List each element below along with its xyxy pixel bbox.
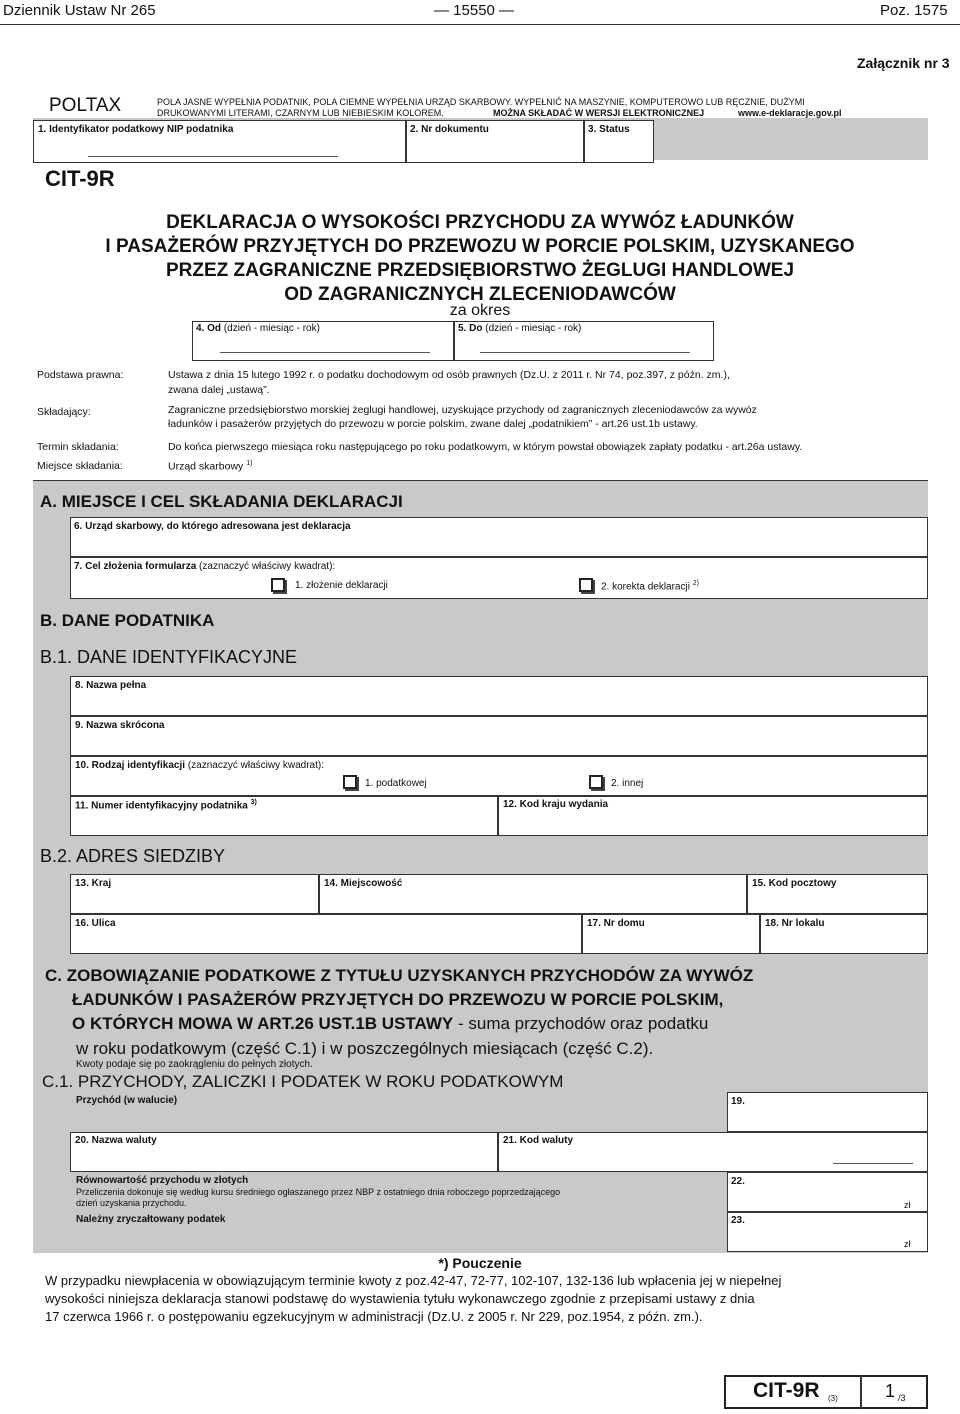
field-country-label: 13. Kraj	[75, 878, 112, 889]
identification-tax-label: 1. podatkowej	[365, 778, 427, 789]
field-postal-code-label: 15. Kod pocztowy	[752, 878, 837, 889]
form-instructions-electronic: MOŻNA SKŁADAĆ W WERSJI ELEKTRONICZNEJ	[493, 108, 705, 118]
pln-equivalent-note-1: Przeliczenia dokonuje się według kursu średniego ogłaszanego przez NBP z ostatniego dnia roboczego poprzedzającego	[76, 1187, 561, 1197]
form-title-line-2: I PASAŻERÓW PRZYJĘTYCH DO PRZEWOZU W PORCIE POLSKIM, UZYSKANEGO	[105, 236, 855, 257]
field-revenue[interactable]	[727, 1092, 928, 1132]
field-apartment-number-label: 18. Nr lokalu	[765, 918, 825, 929]
deadline-value: Do końca pierwszego miesiąca roku następującego po roku podatkowym, w którym powstał obowiązek zapłaty podatku - art.26a ustawy.	[168, 441, 803, 453]
field-tax-office-label: 6. Urząd skarbowy, do którego adresowana jest deklaracja	[74, 521, 351, 532]
revenue-row-label: Przychód (w walucie)	[76, 1095, 178, 1106]
form-title-line-3: PRZEZ ZAGRANICZNE PRZEDSIĘBIORSTWO ŻEGLUGI HANDLOWEJ	[165, 260, 795, 281]
instruction-title: *) Pouczenie	[438, 1255, 522, 1271]
purpose-submission-label: 1. złożenie deklaracji	[295, 580, 388, 591]
field-taxpayer-id-label: 11. Numer identyfikacyjny podatnika $^{3)}$	[75, 799, 257, 812]
deadline-label: Termin składania:	[37, 441, 119, 453]
header-rule	[0, 24, 960, 25]
filer-value-2: ładunków i pasażerów przyjętych do przewozu w porcie polskim, zwane dalej „podatnikiem” - art.26 ust.1b ustawy.	[168, 418, 698, 430]
field-period-from-label: 4. Od (dzień - miesiąc - rok)	[196, 323, 320, 334]
instruction-line-2: wysokości niniejsza deklaracja stanowi podstawę do wystawienia tytułu wykonawczego zgodnie z przepisami ustawy z dnia	[45, 1291, 755, 1306]
field-street[interactable]	[70, 914, 582, 954]
section-c-title-4: w roku podatkowym (część C.1) i w poszczególnych miesiącach (część C.2).	[76, 1039, 654, 1058]
field-status-label: 3. Status	[588, 124, 630, 135]
field-street-label: 16. Ulica	[75, 918, 116, 929]
attachment-label: Załącznik nr 3	[857, 55, 950, 71]
place-value: Urząd skarbowy $^{1)}$	[168, 460, 253, 473]
field-full-name-label: 8. Nazwa pełna	[75, 680, 147, 691]
form-instructions-2: DRUKOWANYMI LITERAMI, CZARNYM LUB NIEBIESKIM KOLOREM.	[157, 108, 444, 118]
field-full-name[interactable]	[70, 676, 928, 716]
flat-tax-currency: zł	[904, 1239, 911, 1249]
footer-divider	[860, 1375, 862, 1409]
footer-page-number: 1	[885, 1381, 896, 1401]
field-pln-equivalent-label: 22.	[731, 1176, 745, 1187]
purpose-submission-checkbox[interactable]	[271, 578, 285, 592]
form-title-line-4: OD ZAGRANICZNYCH ZLECENIODAWCÓW	[284, 284, 676, 305]
period-from-line	[220, 352, 430, 353]
section-b2-title: B.2. ADRES SIEDZIBY	[40, 846, 226, 866]
filer-label: Składający:	[37, 406, 91, 418]
legal-basis-value-2: zwana dalej „ustawą”.	[168, 384, 270, 396]
field-period-to-label: 5. Do (dzień - miesiąc - rok)	[458, 323, 582, 334]
section-b-title: B. DANE PODATNIKA	[40, 611, 215, 630]
e-deklaracje-url[interactable]: www.e-deklaracje.gov.pl	[738, 108, 842, 118]
field-short-name-label: 9. Nazwa skrócona	[75, 720, 165, 731]
field-document-number-label: 2. Nr dokumentu	[410, 124, 489, 135]
nip-digit-line	[88, 156, 338, 157]
field-currency-code-label: 21. Kod waluty	[503, 1135, 574, 1146]
form-code: CIT-9R	[45, 166, 115, 191]
legal-basis-label: Podstawa prawna:	[37, 369, 124, 381]
pln-equivalent-currency: zł	[904, 1200, 911, 1210]
section-a-title: A. MIEJSCE I CEL SKŁADANIA DEKLARACJI	[40, 492, 403, 511]
journal-title: Dziennik Ustaw Nr 265	[3, 2, 156, 19]
instruction-line-3: 17 czerwca 1966 r. o postępowaniu egzekucyjnym w administracji (Dz.U. z 2005 r. Nr 229, poz.1954, z późn. zm.).	[45, 1309, 703, 1324]
field-city-label: 14. Miejscowość	[324, 878, 403, 889]
period-to-line	[480, 352, 690, 353]
purpose-correction-checkbox[interactable]	[579, 578, 593, 592]
divider	[33, 480, 928, 481]
field-issuing-country-label: 12. Kod kraju wydania	[503, 799, 609, 810]
footer-form-version: (3)	[828, 1394, 838, 1403]
field-currency-name-label: 20. Nazwa waluty	[75, 1135, 157, 1146]
identification-other-label: 2. innej	[611, 778, 644, 789]
section-c-note: Kwoty podaje się po zaokrągleniu do pełnych złotych.	[76, 1059, 313, 1070]
section-c1-title: C.1. PRZYCHODY, ZALICZKI I PODATEK W ROKU PODATKOWYM	[42, 1072, 564, 1091]
currency-code-line	[833, 1163, 913, 1164]
section-c-title-2: ŁADUNKÓW I PASAŻERÓW PRZYJĘTYCH DO PRZEWOZU W PORCIE POLSKIM,	[72, 990, 724, 1009]
field-house-number-label: 17. Nr domu	[587, 918, 645, 929]
footer-form-code: CIT-9R	[753, 1379, 820, 1402]
field-nip-label: 1. Identyfikator podatkowy NIP podatnika	[38, 124, 234, 135]
field-purpose-label: 7. Cel złożenia formularza (zaznaczyć właściwy kwadrat):	[74, 561, 336, 572]
section-c-title-3: O KTÓRYCH MOWA W ART.26 UST.1B USTAWY - suma przychodów oraz podatku	[72, 1014, 709, 1033]
page-number: — 15550 —	[434, 2, 515, 19]
identification-other-checkbox[interactable]	[589, 775, 603, 789]
filer-value-1: Zagraniczne przedsiębiorstwo morskiej żeglugi handlowej, uzyskujące przychody od zagranicznych zleceniodawców za wywóz	[168, 404, 757, 416]
form-instructions-1: POLA JASNE WYPEŁNIA PODATNIK, POLA CIEMNE WYPEŁNIA URZĄD SKARBOWY. WYPEŁNIĆ NA MASZYNIE, KOMPUTEROWO LUB RĘCZNIE, DUŻYMI	[157, 97, 805, 107]
flat-tax-label: Należny zryczałtowany podatek	[76, 1214, 226, 1225]
legal-basis-value-1: Ustawa z dnia 15 lutego 1992 r. o podatku dochodowym od osób prawnych (Dz.U. z 2011 r. Nr 74, poz.397, z późn. zm.),	[168, 369, 730, 381]
place-label: Miejsce składania:	[37, 460, 123, 472]
field-flat-tax-label: 23.	[731, 1215, 745, 1226]
field-short-name[interactable]	[70, 716, 928, 756]
pln-equivalent-note-2: dzień uzyskania przychodu.	[76, 1198, 187, 1208]
section-b1-title: B.1. DANE IDENTYFIKACYJNE	[40, 647, 298, 667]
field-pln-equivalent[interactable]	[727, 1172, 928, 1212]
field-identification-type-label: 10. Rodzaj identyfikacji (zaznaczyć właściwy kwadrat):	[75, 760, 324, 771]
section-c-title-1: C. ZOBOWIĄZANIE PODATKOWE Z TYTUŁU UZYSKANYCH PRZYCHODÓW ZA WYWÓZ	[45, 966, 754, 985]
pln-equivalent-label: Równowartość przychodu w złotych	[76, 1175, 249, 1186]
form-period-label: za okres	[449, 302, 511, 319]
position-number: Poz. 1575	[880, 2, 948, 19]
identification-tax-checkbox[interactable]	[343, 775, 357, 789]
field-flat-tax[interactable]	[727, 1212, 928, 1252]
footer-page-total: /3	[898, 1393, 906, 1403]
purpose-correction-label: 2. korekta deklaracji $^{2)}$	[601, 580, 699, 593]
form-title-line-1: DEKLARACJA O WYSOKOŚCI PRZYCHODU ZA WYWÓZ ŁADUNKÓW	[166, 212, 794, 233]
instruction-line-1: W przypadku niewpłacenia w obowiązującym terminie kwoty z poz.42-47, 72-77, 102-107, 132-136 lub wpłacenia jej w niepełnej	[45, 1273, 782, 1288]
poltax-brand: POLTAX	[49, 95, 122, 116]
field-revenue-label: 19.	[731, 1096, 745, 1107]
